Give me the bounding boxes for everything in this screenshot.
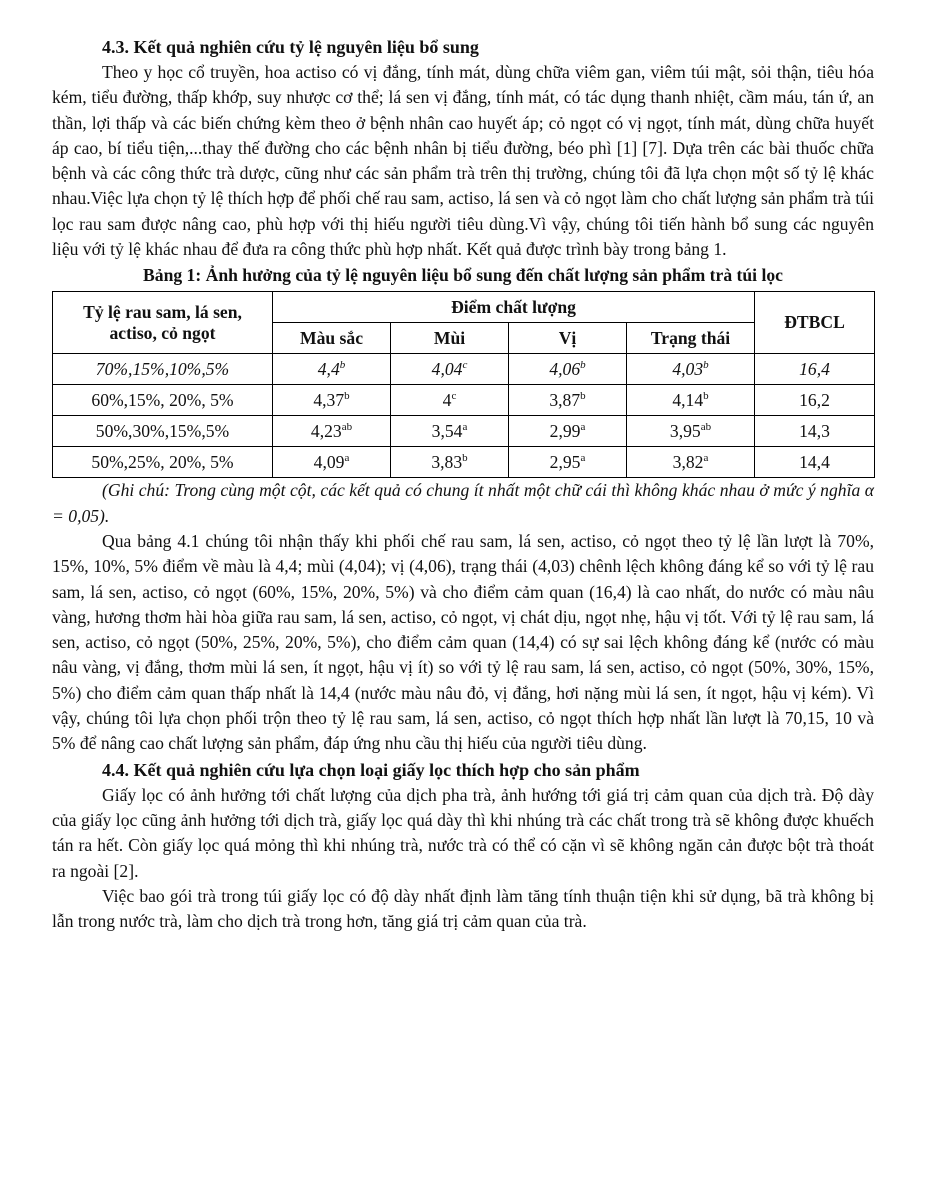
table-note: (Ghi chú: Trong cùng một cột, các kết quả có chung ít nhất một chữ cái thì không khác nhau ở mức ý nghĩa α = 0,05).: [52, 480, 874, 526]
score-cell: 4,09$^a$: [273, 447, 391, 478]
score-cell: 3,82$^a$: [627, 447, 755, 478]
table-row: [53, 416, 875, 447]
total-score-header: ĐTBCL: [755, 292, 875, 354]
score-cell: 3,87$^b$: [509, 385, 627, 416]
taste-header: Vị: [509, 323, 627, 354]
color-header: Màu sắc: [273, 323, 391, 354]
score-cell: 4,06$^b$: [509, 354, 627, 385]
paragraph-analysis: Qua bảng 4.1 chúng tôi nhận thấy khi phối chế rau sam, lá sen, actiso, cỏ ngọt theo tỷ lệ lần lượt là 70%, 15%, 10%, 5% điểm về màu là 4,4; mùi (4,04); vị (4,06), trạng thái (4,03) chênh lệch không đáng kể so với tỷ lệ rau sam, lá sen, actiso, cỏ ngọt (60%, 15%, 20%, 5%) và cho điểm cảm quan (16,4) là cao nhất, do nước có màu nâu vàng, hương thơm hài hòa giữa rau sam, lá sen, actiso, cỏ ngọt, vị chát dịu, ngọt nhẹ, hậu vị tốt. Với tỷ lệ rau sam, lá sen, actiso, cỏ ngọt (50%, 25%, 20%, 5%), cho điểm cảm quan (14,4) có sự sai lệch không đáng kể (nước có màu nâu vàng, vị đắng, thơm mùi lá sen, ít ngọt, hậu vị ít) so với tỷ lệ rau sam, lá sen, actiso, cỏ ngọt (50%, 30%, 15%, 5%) cho điểm cảm quan thấp nhất là 14,4 (nước màu nâu đỏ, vị đắng, hơi nặng mùi lá sen, ít ngọt, hậu vị kém). Vì vậy, chúng tôi lựa chọn phối trộn theo tỷ lệ rau sam, lá sen, actiso, cỏ ngọt thích hợp nhất lần lượt là 70,15, 10 và 5% để nâng cao chất lượng sản phẩm, đáp ứng nhu cầu thị hiếu của người tiêu dùng.: [52, 530, 874, 754]
score-cell: 2,95$^a$: [509, 447, 627, 478]
total-cell: 14,4: [755, 447, 875, 478]
score-cell: 4,04$^c$: [391, 354, 509, 385]
score-cell: 4$^c$: [391, 385, 509, 416]
quality-score-group-header: Điểm chất lượng: [273, 292, 755, 323]
ratio-cell: 50%,30%,15%,5%: [53, 416, 273, 447]
ratio-header-line2: actiso, cỏ ngọt: [109, 322, 216, 343]
ratio-cell: 50%,25%, 20%, 5%: [53, 447, 273, 478]
section-heading-4-3: 4.3. Kết quả nghiên cứu tỷ lệ nguyên liệu bổ sung: [102, 37, 479, 57]
aroma-header: Mùi: [391, 323, 509, 354]
score-cell: 4,23$^{ab}$: [273, 416, 391, 447]
score-cell: 4,03$^b$: [627, 354, 755, 385]
score-cell: 3,54$^a$: [391, 416, 509, 447]
paragraph-4-4-filter-paper: Giấy lọc có ảnh hưởng tới chất lượng của dịch pha trà, ảnh hướng tới giá trị cảm quan của dịch trà. Độ dày của giấy lọc cũng ảnh hưởng tới dịch trà, giấy lọc quá dày thì khi nhúng trà các chất trong trà sẽ không được khuếch tán ra hết. Còn giấy lọc quá mỏng thì khi nhúng trà, nước trà có thể có cặn vì sẽ không ngăn cản được bột trà thoát ra ngoài [2].: [52, 784, 874, 881]
score-cell: 4,37$^b$: [273, 385, 391, 416]
total-cell: 16,2: [755, 385, 875, 416]
score-cell: 4,4$^b$: [273, 354, 391, 385]
score-cell: 4,14$^b$: [627, 385, 755, 416]
ratio-cell: 70%,15%,10%,5%: [53, 354, 273, 385]
results-table: [52, 291, 875, 478]
table-row: [53, 385, 875, 416]
ratio-header-line1: Tỷ lệ rau sam, lá sen,: [83, 301, 242, 322]
section-heading-4-4: 4.4. Kết quả nghiên cứu lựa chọn loại giấy lọc thích hợp cho sản phẩm: [102, 759, 640, 780]
score-cell: 3,95$^{ab}$: [627, 416, 755, 447]
paragraph-4-3-intro: Theo y học cổ truyền, hoa actiso có vị đắng, tính mát, dùng chữa viêm gan, viêm túi mật, sỏi thận, tiêu hóa kém, tiểu đường, thấp khớp, suy nhược cơ thể; lá sen vị đắng, tính mát, có tác dụng thanh nhiệt, cầm máu, tán ứ, an thần, lợi thấp và các biến chứng kèm theo ở bệnh nhân cao huyết áp; cỏ ngọt có vị ngọt, tính mát, dùng chữa huyết áp cao, bí tiểu tiện,...thay thế đường cho các bệnh nhân bị tiểu đường, béo phì [1] [7]. Dựa trên các bài thuốc chữa bệnh và các công thức trà dược, cũng như các sản phẩm trà trên thị trường, chúng tôi đã lựa chọn một số tỷ lệ khác nhau.Việc lựa chọn tỷ lệ thích hợp để phối chế rau sam, actiso, lá sen và cỏ ngọt làm cho chất lượng sản phẩm trà túi lọc rau sam được nâng cao, phù hợp với thị hiếu người tiêu dùng.Vì vậy, chúng tôi tiến hành bổ sung các nguyên liệu với tỷ lệ khác nhau để đưa ra công thức phù hợp nhất. Kết quả được trình bày trong bảng 1.: [52, 62, 874, 260]
paragraph-4-4-packaging: Việc bao gói trà trong túi giấy lọc có độ dày nhất định làm tăng tính thuận tiện khi sử dụng, bã trà không bị lẫn trong nước trà, làm cho dịch trà trong hơn, tăng giá trị cảm quan của trà.: [52, 885, 874, 932]
ratio-column-header: [53, 292, 273, 354]
total-cell: 16,4: [755, 354, 875, 385]
total-cell: 14,3: [755, 416, 875, 447]
table-caption: Bảng 1: Ảnh hưởng của tỷ lệ nguyên liệu bổ sung đến chất lượng sản phẩm trà túi lọc: [143, 265, 783, 286]
table-row: [53, 354, 875, 385]
score-cell: 2,99$^a$: [509, 416, 627, 447]
state-header: Trạng thái: [627, 323, 755, 354]
ratio-cell: 60%,15%, 20%, 5%: [53, 385, 273, 416]
document-page: [52, 34, 874, 934]
score-cell: 3,83$^b$: [391, 447, 509, 478]
table-row: [53, 447, 875, 478]
